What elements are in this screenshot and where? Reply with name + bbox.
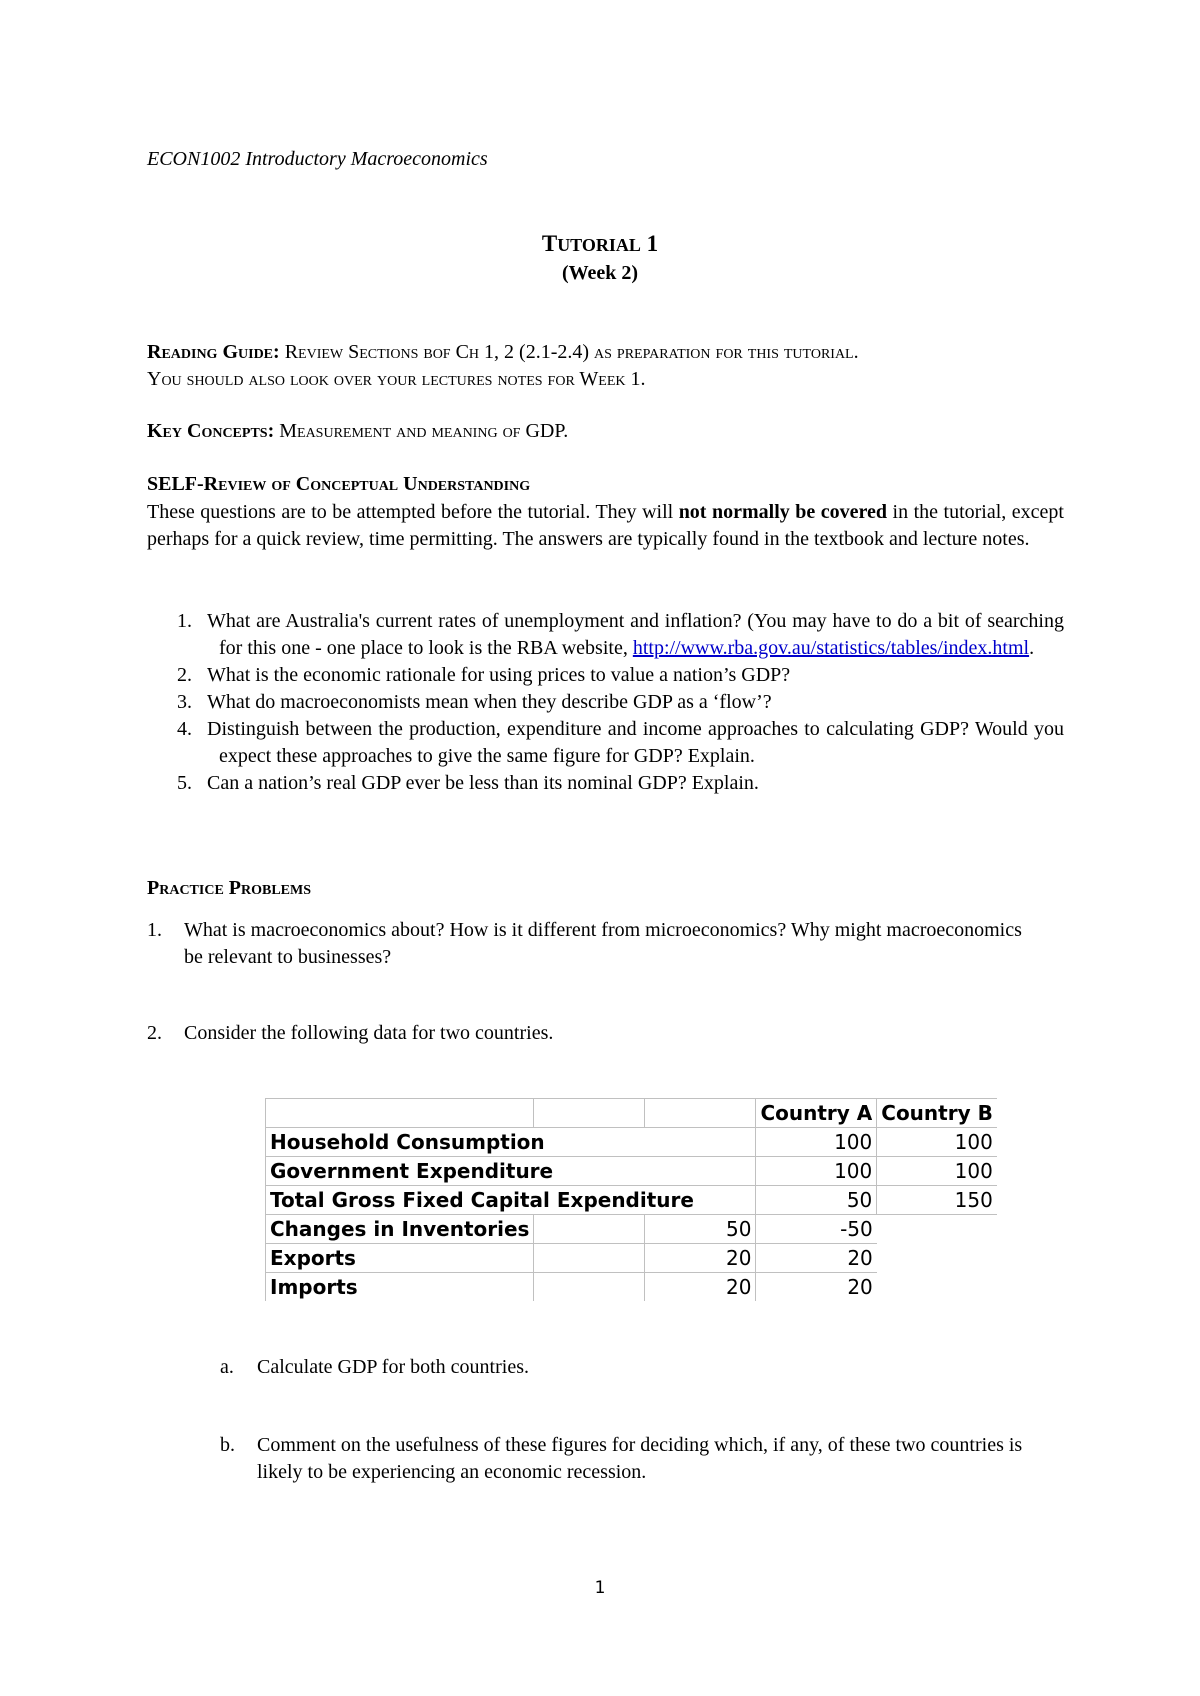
- question-1-text: What are Australia's current rates of unemployment and inflation? (You may have to do a bit of searching for this one - one place to look is the RBA website,: [207, 610, 1064, 659]
- value-country-b: 150: [877, 1186, 997, 1215]
- course-title: ECON1002 Introductory Macroeconomics: [147, 148, 488, 170]
- list-item: [147, 716, 1064, 770]
- practice-problems-heading: Practice Problems: [147, 877, 312, 899]
- title-rest: UTORIAL: [557, 235, 641, 255]
- tutorial-title: [0, 231, 1200, 257]
- value-country-b: 100: [877, 1157, 997, 1186]
- table-row: [266, 1215, 997, 1244]
- question-number: 5.: [177, 772, 192, 794]
- row-label: Imports: [266, 1273, 534, 1302]
- tutorial-week: (Week 2): [561, 262, 639, 284]
- self-review-heading: SELF-Review of Conceptual Understanding: [147, 473, 531, 495]
- value-country-a: 100: [756, 1157, 877, 1186]
- table-row: [266, 1186, 997, 1215]
- value-country-a: 50: [756, 1186, 877, 1215]
- reading-guide-line1: Review Sections bof Ch 1, 2 (2.1-2.4) as preparation for this tutorial.: [284, 341, 859, 363]
- table-row: [266, 1128, 997, 1157]
- intro-after: in the tutorial, except perhaps for a quick review, time permitting. The answers are typically found in the textbook and lecture notes.: [147, 501, 1064, 550]
- problem-number: 1.: [147, 919, 162, 941]
- reading-guide-line2: You should also look over your lectures notes for Week 1.: [147, 368, 646, 390]
- question-text: What is the economic rationale for using prices to value a nation’s GDP?: [207, 664, 791, 686]
- country-data-table: [265, 1098, 997, 1301]
- list-item: [147, 662, 1064, 689]
- value-country-b: 20: [756, 1244, 877, 1273]
- value-country-b: -50: [756, 1215, 877, 1244]
- question-1-after: .: [1029, 637, 1035, 659]
- table-row: [266, 1157, 997, 1186]
- sub-question-text: Comment on the usefulness of these figures for deciding which, if any, of these two countries is likely to be experiencing an economic recession.: [257, 1434, 1023, 1483]
- question-text: What do macroeconomists mean when they describe GDP as a ‘flow’?: [207, 691, 772, 713]
- question-number: 1.: [177, 610, 192, 632]
- table-header-row: [266, 1099, 997, 1128]
- row-label: Household Consumption: [266, 1128, 756, 1157]
- key-concepts: [147, 420, 568, 443]
- empty-cell: [534, 1215, 645, 1244]
- header-country-b: Country B: [877, 1099, 997, 1128]
- header-country-a: Country A: [756, 1099, 877, 1128]
- page-number: 1: [594, 1578, 606, 1598]
- table-row: [266, 1244, 997, 1273]
- title-first-letter: T: [541, 231, 558, 256]
- problem-number: 2.: [147, 1022, 162, 1044]
- question-number: 3.: [177, 691, 192, 713]
- value-country-a: 20: [645, 1244, 756, 1273]
- row-label: Total Gross Fixed Capital Expenditure: [266, 1186, 756, 1215]
- problem-text: What is macroeconomics about? How is it different from microeconomics? Why might macroeconomics be relevant to businesses?: [184, 919, 1022, 968]
- self-review-questions: [147, 608, 1064, 797]
- row-label: Exports: [266, 1244, 534, 1273]
- title-number: 1: [646, 231, 659, 256]
- rba-link[interactable]: http://www.rba.gov.au/statistics/tables/index.html: [632, 637, 1030, 659]
- sub-question-letter: a.: [220, 1356, 234, 1378]
- empty-cell: [534, 1099, 645, 1128]
- value-country-a: 20: [645, 1273, 756, 1302]
- self-review-intro: [147, 499, 1064, 553]
- sub-question-text: Calculate GDP for both countries.: [257, 1356, 529, 1378]
- value-country-b: 20: [847, 1275, 873, 1299]
- list-item: [147, 608, 1064, 662]
- list-item: [147, 770, 1064, 797]
- intro-before: These questions are to be attempted before the tutorial. They will: [147, 501, 679, 523]
- question-number: 4.: [177, 718, 192, 740]
- question-text: Can a nation’s real GDP ever be less than its nominal GDP? Explain.: [207, 772, 759, 794]
- reading-guide: [147, 339, 1067, 393]
- value-country-a: 50: [645, 1215, 756, 1244]
- empty-cell: [534, 1273, 645, 1302]
- value-country-a: 100: [756, 1128, 877, 1157]
- question-number: 2.: [177, 664, 192, 686]
- key-concepts-label: Key Concepts:: [147, 420, 275, 442]
- row-label: Changes in Inventories: [266, 1215, 534, 1244]
- table-row: [266, 1273, 997, 1302]
- problem-text: Consider the following data for two countries.: [184, 1022, 554, 1044]
- question-text: [207, 608, 1064, 662]
- empty-cell: [645, 1099, 756, 1128]
- list-item: [147, 689, 1064, 716]
- intro-bold: not normally be covered: [678, 501, 888, 523]
- row-label: Government Expenditure: [266, 1157, 756, 1186]
- key-concepts-text: Measurement and meaning of GDP.: [279, 420, 569, 442]
- reading-guide-label: Reading Guide:: [147, 341, 280, 363]
- question-text: Distinguish between the production, expenditure and income approaches to calculating GDP? Would you expect these approaches to give the same figure for GDP? Explain.: [207, 718, 1064, 767]
- value-country-b: 100: [877, 1128, 997, 1157]
- empty-cell: [266, 1099, 534, 1128]
- sub-question-letter: b.: [220, 1434, 235, 1456]
- empty-cell: [534, 1244, 645, 1273]
